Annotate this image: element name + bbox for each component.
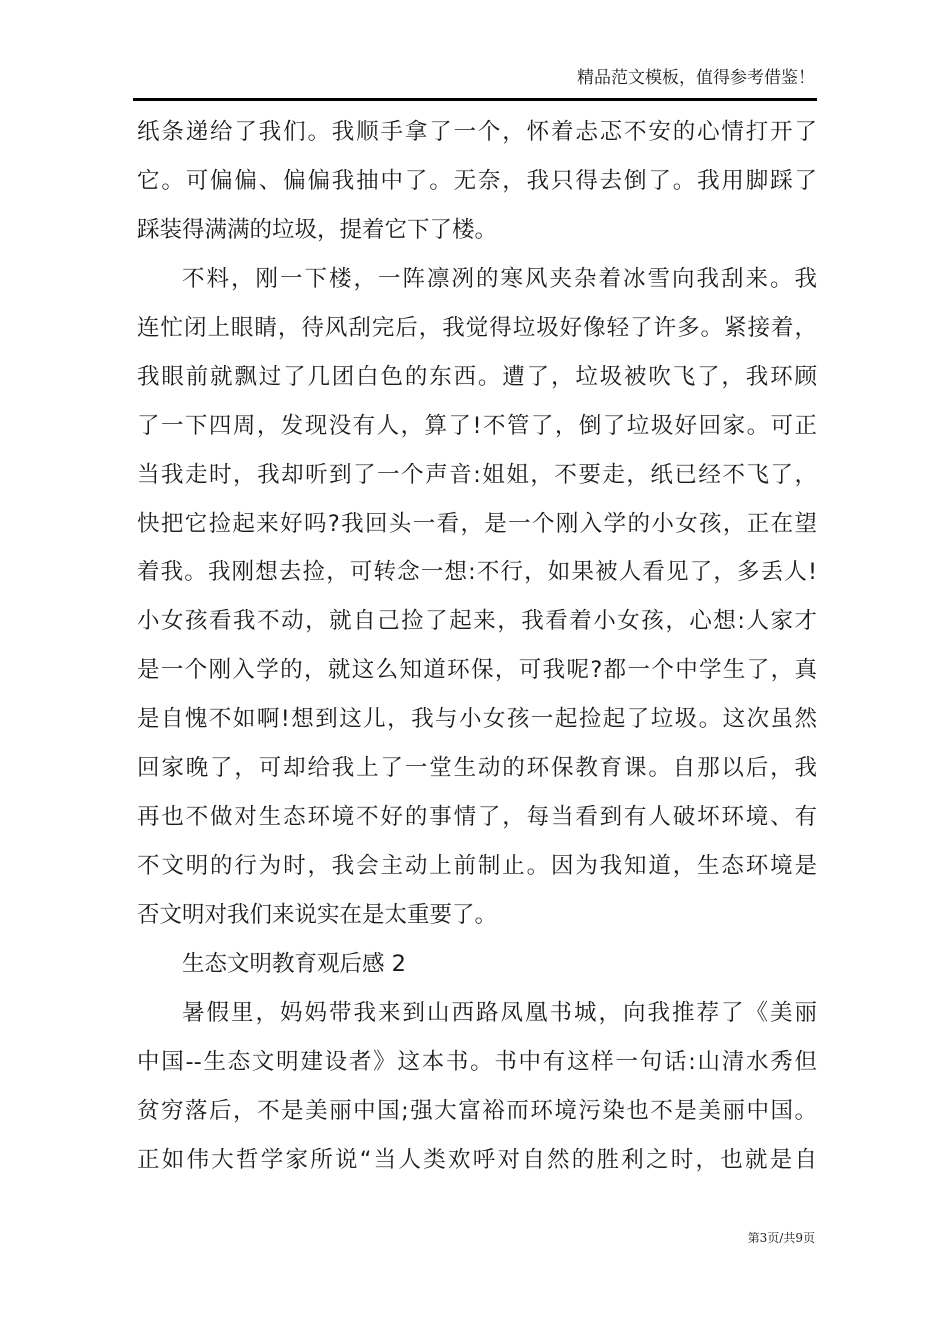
header-rule <box>133 98 817 101</box>
text-line: 贫穷落后，不是美丽中国;强大富裕而环境污染也不是美丽中国。 <box>137 1097 817 1124</box>
text-line: 着我。我刚想去捡，可转念一想:不行，如果被人看见了，多丢人! <box>137 559 817 586</box>
page-header: 精品范文模板，值得参考借鉴！ <box>577 68 815 88</box>
text-line: 再也不做对生态环境不好的事情了，每当看到有人破坏环境、有 <box>137 804 817 831</box>
text-line: 它。可偏偏、偏偏我抽中了。无奈，我只得去倒了。我用脚踩了 <box>137 167 817 194</box>
text-line: 踩装得满满的垃圾，提着它下了楼。 <box>137 216 498 243</box>
text-line: 了一下四周，发现没有人，算了!不管了，倒了垃圾好回家。可正 <box>137 412 817 439</box>
text-line: 否文明对我们来说实在是太重要了。 <box>137 902 498 928</box>
text-line: 纸条递给了我们。我顺手拿了一个，怀着忐忑不安的心情打开了 <box>137 119 817 145</box>
text-line: 回家晚了，可却给我上了一堂生动的环保教育课。自那以后，我 <box>137 755 817 782</box>
text-line: 中国--生态文明建设者》这本书。书中有这样一句话:山清水秀但 <box>137 1048 817 1075</box>
text-line: 我眼前就飘过了几团白色的东西。遭了，垃圾被吹飞了，我环顾 <box>137 363 817 390</box>
text-line: 连忙闭上眼睛，待风刮完后，我觉得垃圾好像轻了许多。紧接着， <box>137 314 817 341</box>
text-line: 小女孩看我不动，就自己捡了起来，我看着小女孩，心想:人家才 <box>137 608 817 635</box>
text-line: 暑假里，妈妈带我来到山西路凤凰书城，向我推荐了《美丽 <box>182 999 817 1026</box>
page-number: 第3页/共9页 <box>747 1231 815 1245</box>
text-line: 正如伟大哲学家所说“当人类欢呼对自然的胜利之时，也就是自 <box>137 1146 817 1173</box>
text-line: 是自愧不如啊!想到这儿，我与小女孩一起捡起了垃圾。这次虽然 <box>137 706 817 733</box>
text-line: 快把它捡起来好吗?我回头一看，是一个刚入学的小女孩，正在望 <box>137 510 817 537</box>
text-line: 当我走时，我却听到了一个声音:姐姐，不要走，纸已经不飞了， <box>137 461 817 488</box>
text-line: 生态文明教育观后感 2 <box>182 950 406 977</box>
text-line: 不料，刚一下楼，一阵凛冽的寒风夹杂着冰雪向我刮来。我 <box>182 265 817 292</box>
text-line: 不文明的行为时，我会主动上前制止。因为我知道，生态环境是 <box>137 853 817 880</box>
text-line: 是一个刚入学的，就这么知道环保，可我呢?都一个中学生了，真 <box>137 657 817 684</box>
document-body <box>137 108 817 1185</box>
